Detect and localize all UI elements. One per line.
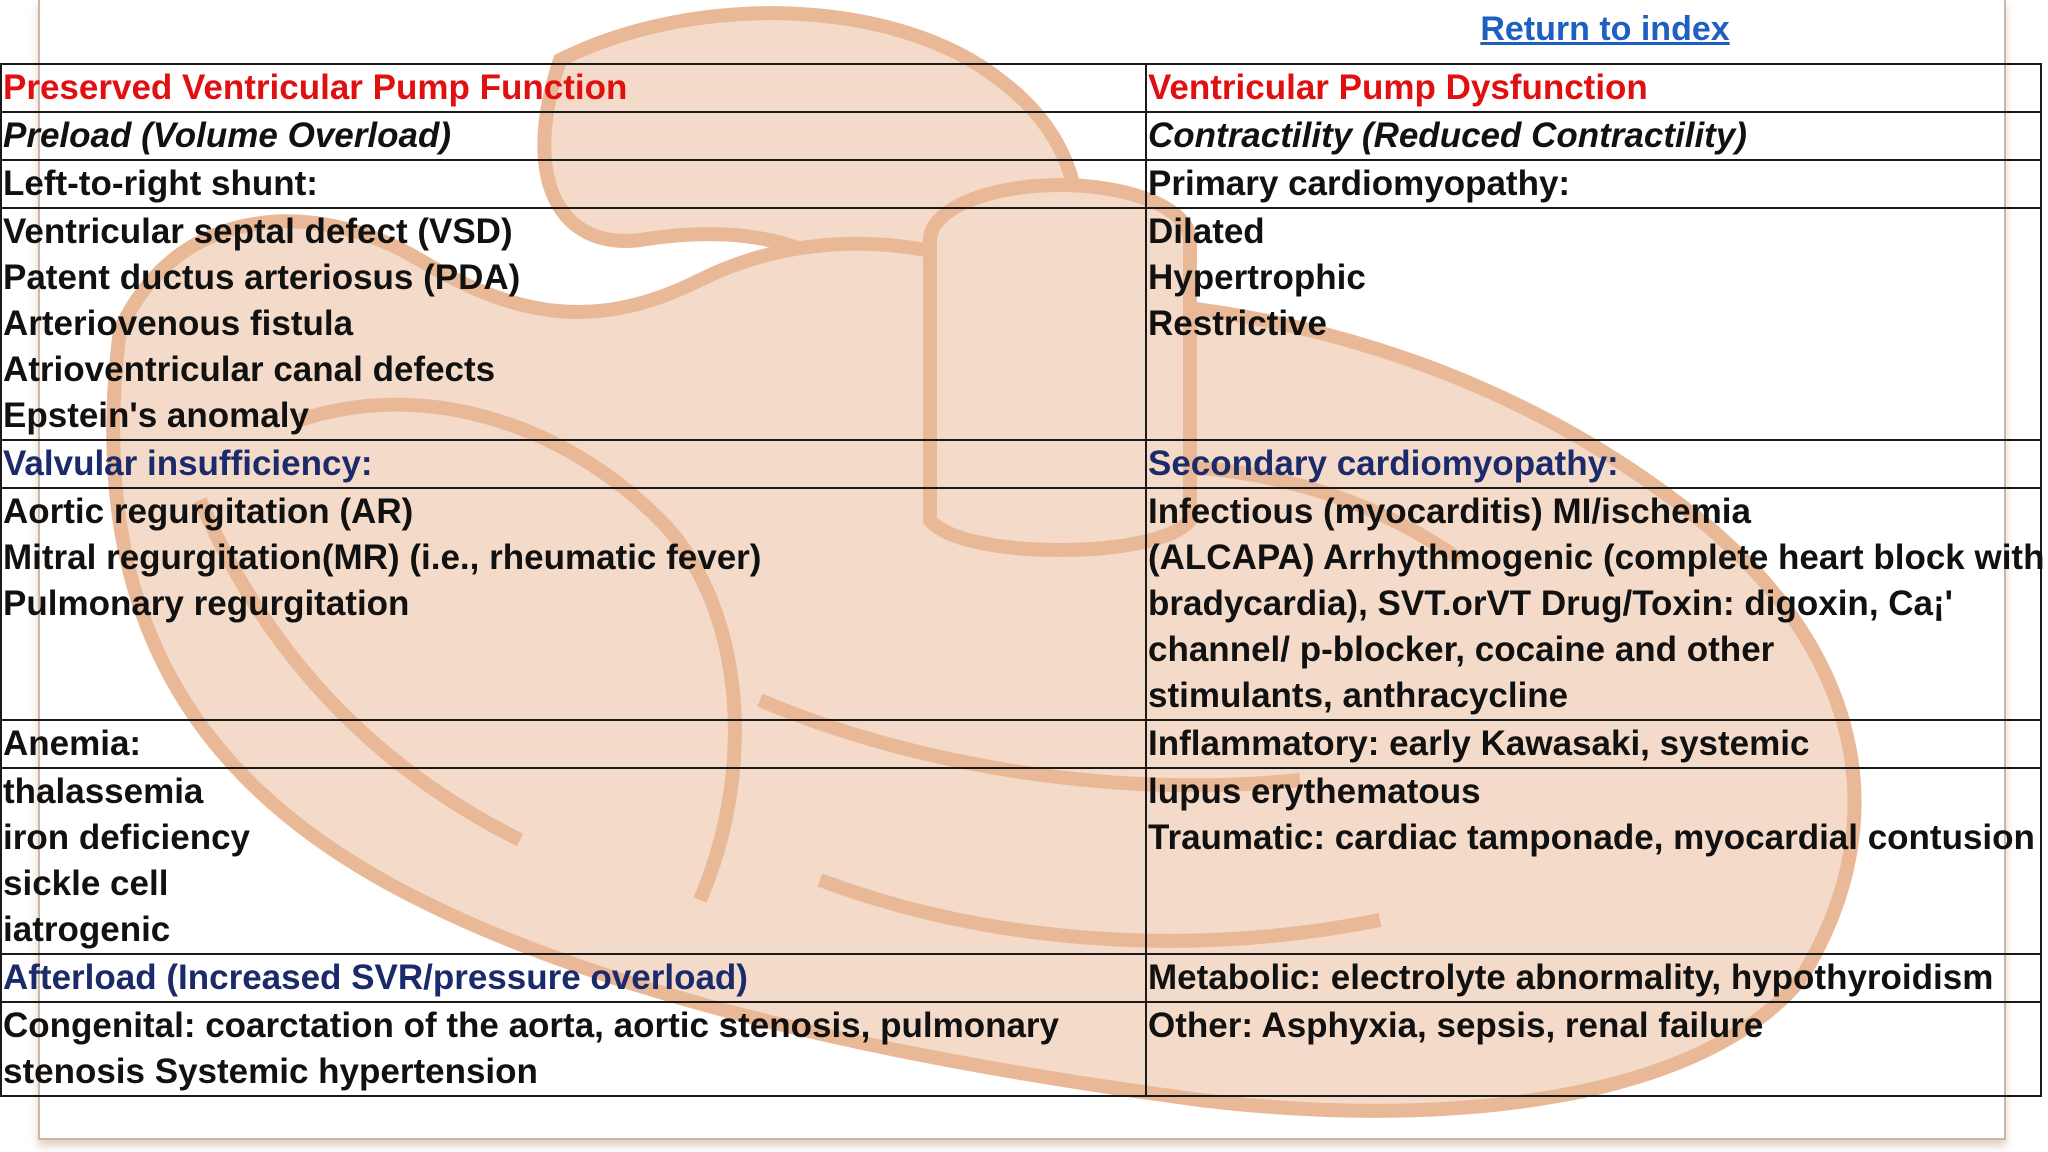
left-valvular-items-cell (1, 488, 1146, 720)
return-to-index-link[interactable]: Return to index (1480, 10, 1730, 48)
right-primary-title-cell: Primary cardiomyopathy: (1146, 160, 2041, 208)
list-item: Aortic regurgitation (AR) (3, 492, 414, 531)
table-row (1, 160, 2041, 208)
table-row (1, 954, 2041, 1002)
left-anemia-items-cell (1, 768, 1146, 954)
list-item: lupus erythematous (1148, 772, 1481, 811)
table-row (1, 440, 2041, 488)
right-primary-items-cell (1146, 208, 2041, 440)
right-metabolic-cell: Metabolic: electrolyte abnormality, hypothyroidism (1146, 954, 2041, 1002)
list-item: thalassemia (3, 772, 204, 811)
right-subheader-cell: Contractility (Reduced Contractility) (1146, 112, 2041, 160)
list-item: Pulmonary regurgitation (3, 584, 410, 623)
list-item: Patent ductus arteriosus (PDA) (3, 258, 521, 297)
list-item: sickle cell (3, 864, 169, 903)
left-shunt-items-cell (1, 208, 1146, 440)
right-secondary-items-cell (1146, 488, 2045, 720)
left-anemia-title-cell: Anemia: (1, 720, 1146, 768)
list-item: Mitral regurgitation(MR) (i.e., rheumatic fever) (3, 538, 762, 577)
left-shunt-title-cell: Left-to-right shunt: (1, 160, 1146, 208)
table-row (1, 112, 2041, 160)
table-row (1, 1002, 2041, 1096)
list-item: stenosis Systemic hypertension (3, 1052, 538, 1091)
right-header-cell: Ventricular Pump Dysfunction (1146, 64, 2041, 112)
left-valvular-title-cell: Valvular insufficiency: (1, 440, 1146, 488)
list-item: Epstein's anomaly (3, 396, 309, 435)
list-item: iatrogenic (3, 910, 171, 949)
heart-failure-causes-table (0, 63, 2045, 1097)
list-item: Atrioventricular canal defects (3, 350, 496, 389)
left-header-cell: Preserved Ventricular Pump Function (1, 64, 1146, 112)
table-row (1, 488, 2041, 720)
right-other-cell: Other: Asphyxia, sepsis, renal failure (1146, 1002, 2041, 1096)
list-item: Arteriovenous fistula (3, 304, 354, 343)
table-row (1, 208, 2041, 440)
table-row (1, 720, 2041, 768)
list-item: stimulants, anthracycline (1148, 676, 1569, 715)
right-secondary-title-cell: Secondary cardiomyopathy: (1146, 440, 2041, 488)
right-lupus-cell (1146, 768, 2041, 954)
list-item: Ventricular septal defect (VSD) (3, 212, 513, 251)
left-subheader-cell: Preload (Volume Overload) (1, 112, 1146, 160)
table-row (1, 64, 2041, 112)
list-item: Restrictive (1148, 304, 1327, 343)
list-item: channel/ p-blocker, cocaine and other (1148, 630, 1775, 669)
list-item: Traumatic: cardiac tamponade, myocardial contusion (1148, 818, 2035, 857)
right-inflammatory-cell: Inflammatory: early Kawasaki, systemic (1146, 720, 2041, 768)
list-item: Infectious (myocarditis) MI/ischemia (1148, 492, 1751, 531)
list-item: (ALCAPA) Arrhythmogenic (complete heart block with (1148, 538, 2045, 577)
list-item: Congenital: coarctation of the aorta, aortic stenosis, pulmonary (3, 1006, 1059, 1045)
list-item: Hypertrophic (1148, 258, 1366, 297)
table-row (1, 768, 2041, 954)
left-congenital-cell (1, 1002, 1146, 1096)
list-item: Dilated (1148, 212, 1265, 251)
list-item: bradycardia), SVT.orVT Drug/Toxin: digoxin, Ca¡' (1148, 584, 1953, 623)
left-afterload-cell: Afterload (Increased SVR/pressure overload) (1, 954, 1146, 1002)
list-item: iron deficiency (3, 818, 251, 857)
